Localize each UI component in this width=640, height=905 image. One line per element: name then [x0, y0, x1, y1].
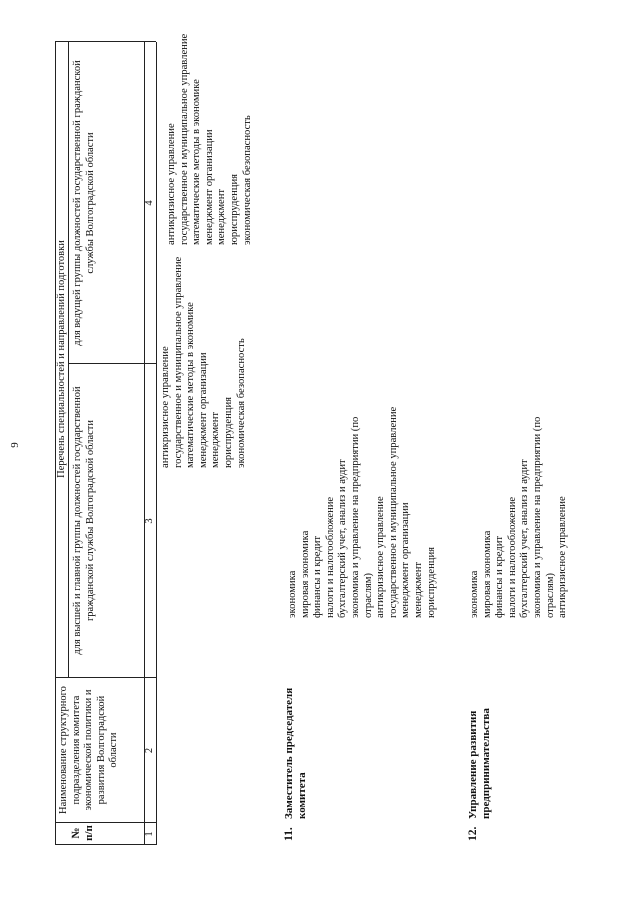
- col-number-4: 4: [144, 200, 155, 206]
- list-item: антикризисное управление: [375, 496, 387, 618]
- list-item: государственное и муниципальное управление: [178, 33, 190, 245]
- page-number: 9: [9, 442, 21, 448]
- list-item: юриспруденция: [425, 546, 437, 618]
- list-item: бухгалтерский учет, анализ и аудит: [337, 459, 349, 618]
- header-number-cell: № п/п: [70, 825, 95, 841]
- list-item: антикризисное управление: [160, 346, 171, 468]
- continuation-col3-list: [160, 257, 248, 468]
- list-item: юриспруденция: [222, 396, 234, 468]
- row-11-specialties: [287, 407, 438, 618]
- list-item: менеджмент: [210, 411, 222, 468]
- list-item: мировая экономика: [299, 530, 311, 618]
- header-group-cell: Перечень специальностей и направлений подготовки: [56, 240, 67, 478]
- list-item: государственное и муниципальное управление: [172, 256, 184, 468]
- row-11-number: 11.: [283, 827, 295, 841]
- list-item: экономика и управление на предприятии (по: [531, 416, 543, 618]
- row-11-unit: Заместитель председателя комитета: [283, 687, 308, 819]
- list-item: бухгалтерский учет, анализ и аудит: [519, 459, 531, 618]
- list-item: финансы и кредит: [312, 535, 324, 618]
- col-border-2: [55, 677, 156, 678]
- col-number-2: 2: [144, 747, 155, 754]
- list-item: экономика: [287, 570, 298, 618]
- list-item: менеджмент: [412, 561, 424, 618]
- list-item: отраслям): [362, 572, 374, 618]
- list-item: менеджмент организации: [203, 129, 215, 245]
- col-border-num: [55, 822, 156, 823]
- col-number-3: 3: [144, 518, 155, 524]
- list-item: финансы и кредит: [494, 535, 506, 618]
- list-item: менеджмент организации: [197, 352, 209, 468]
- header-unit-cell: Наименование структурного подразделения комитета экономической политики и развития Волгоградской области: [58, 686, 120, 814]
- list-item: антикризисное управление: [166, 123, 177, 245]
- list-item: менеджмент: [216, 188, 228, 245]
- list-item: мировая экономика: [481, 530, 493, 618]
- col-number-1: 1: [144, 831, 155, 837]
- list-item: налоги и налогообложение: [506, 496, 518, 618]
- row-12-number: 12.: [467, 826, 479, 841]
- header-leading-cell: для ведущей группы должностей государственной гражданской службы Волгоградской области: [72, 60, 96, 346]
- list-item: математические методы в экономике: [191, 79, 203, 245]
- col-border-right: [55, 41, 156, 42]
- continuation-col4-list: [166, 34, 254, 245]
- col-border-left: [55, 844, 156, 845]
- list-item: экономическая безопасность: [241, 115, 253, 245]
- list-item: экономика и управление на предприятии (по: [349, 416, 361, 618]
- list-item: государственное и муниципальное управление: [387, 406, 399, 618]
- list-item: антикризисное управление: [557, 496, 569, 618]
- header-senior-cell: для высшей и главной группы должностей государственной гражданской службы Волгоградской области: [72, 386, 96, 655]
- row-12-specialties: [469, 417, 570, 618]
- list-item: налоги и налогообложение: [324, 496, 336, 618]
- list-item: экономическая безопасность: [235, 338, 247, 468]
- list-item: юриспруденция: [228, 173, 240, 245]
- list-item: менеджмент организации: [400, 502, 412, 618]
- col-border-3: [68, 363, 156, 364]
- list-item: экономика: [469, 570, 480, 618]
- list-item: математические методы в экономике: [185, 302, 197, 468]
- list-item: отраслям): [544, 572, 556, 618]
- row-12-unit: Управление развития предпринимательства: [467, 708, 492, 819]
